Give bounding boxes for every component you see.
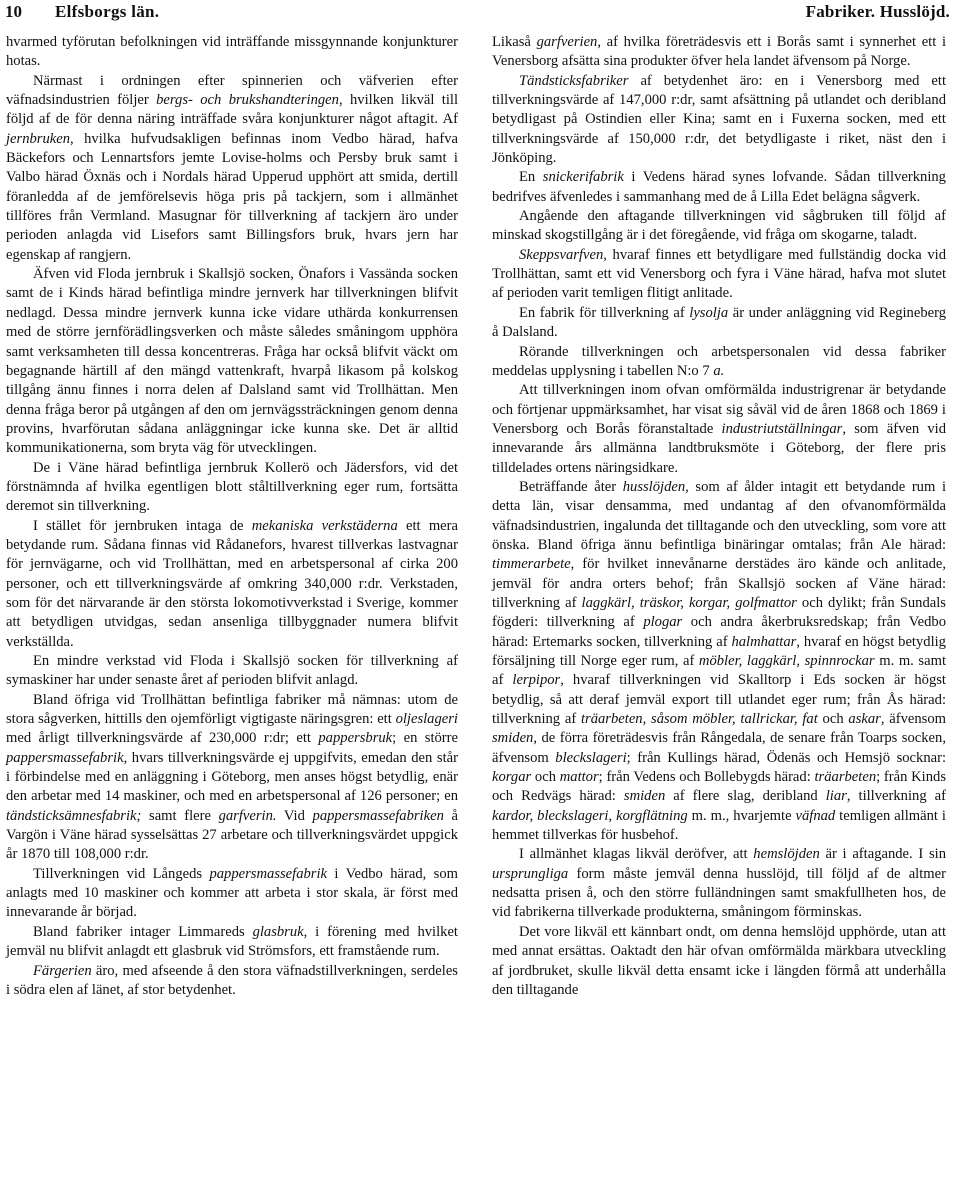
text-run: , i förening med hvilket jemväl nu blifvit anlagdt ett glasbruk vid Strömsfors, ett framstående rum. (6, 923, 458, 960)
paragraph (6, 691, 458, 865)
paragraph (6, 652, 458, 691)
text-run: är i aftagande. I sin (819, 846, 947, 863)
italic-text: Skeppsvarfven (519, 246, 604, 263)
italic-text: pappersmassefabrik (6, 749, 124, 766)
paragraph (492, 845, 946, 922)
italic-text: kardor, bleckslageri, korgflätning (492, 807, 688, 824)
text-run: ; från Vedens och Bollebygds härad: (598, 769, 815, 786)
italic-text: liar (825, 788, 847, 805)
italic-text: mekaniska verkstäderna (251, 517, 398, 534)
paragraph (6, 72, 458, 265)
paragraph (6, 265, 458, 458)
text-run: Bland öfriga vid Trollhättan befintliga fabriker må nämnas: utom de stora sågverken, hittills den ojemförligt vigtigaste näringsgren: ett (6, 691, 458, 728)
paragraph (492, 381, 946, 478)
italic-text: laggkärl, träskor, korgar, golfmattor (581, 594, 797, 611)
italic-text: ursprungliga (492, 865, 569, 882)
text-run: En fabrik för tillverkning af (519, 304, 690, 321)
text-run: m. m., hvarjemte (687, 807, 796, 824)
italic-text: korgar (492, 769, 532, 786)
left-text-column (6, 33, 458, 1000)
text-run: ; från Kullings härad, Ödenäs och Hemsjö socknar: (626, 749, 947, 766)
italic-text: glasbruk (252, 923, 304, 940)
italic-text: möbler, laggkärl, spinnrockar (698, 653, 875, 669)
text-run: är under anläggning vid Regineberg å Dalsland. (492, 304, 947, 341)
text-run: temligen allmänt i hemmet tillverkas för husbehof. (492, 807, 946, 844)
italic-text: askar (848, 711, 881, 728)
text-run: I allmänhet klagas likväl deröfver, att (519, 846, 754, 863)
italic-text: Färgerien (33, 962, 92, 979)
paragraph (492, 923, 946, 1000)
italic-text: smiden (492, 730, 534, 747)
right-text-column (492, 33, 946, 1000)
text-run: Tillverkningen vid Långeds (33, 865, 210, 882)
text-run: , hvaraf en högst betydlig försäljning till Norge eger rum, af (492, 633, 946, 669)
italic-text: Tändsticksfabriker (519, 72, 629, 89)
page-header (0, 0, 960, 28)
text-run: , hvilka hufvudsakligen befinnas inom Vedbo härad, hafva Bäckefors och Lennartsfors jemte Lovise-holms och Persby bruk samt i Valbo härad Öxnäs och i Nordals härad Upperud upphört att smida, dertill föranledda af de jemförelsevis höga pris på tackjern, som i allmänhet tillföres från Vermland. Masugnar för tillverkning af tackjern äro under perioden anlagda vid Lisefors samt Billingsfors bruk, hvars jern har egenskap af rangjern. (6, 130, 458, 263)
text-run: En (519, 169, 543, 186)
text-run: med årligt tillverkningsvärde af 230,000 r:dr; ett (6, 730, 319, 747)
italic-text: pappersmassefabriken (312, 807, 444, 824)
text-run: hvarmed tyförutan befolkningen vid inträffande missgynnande konjunkturer hotas. (6, 34, 458, 70)
italic-text: oljeslageri (395, 711, 458, 728)
italic-text: träarbeten, såsom möbler, tallrickar, fat (580, 711, 818, 728)
text-run: Äfven vid Floda jernbruk i Skallsjö socken, Önafors i Vassända socken samt de i Kinds härad befintliga mindre jernverk har tillverkningen blifvit nedlagd. Dessa mindre jernverk kunna icke vidare uthärda konkurrensen med de större jernförädlingsverken och måste således småningom upphöra samt verksamheten till dessa koncentreras. Fråga har också blifvit väckt om begagnande härtill af den mängd vattenkraft, hvarpå likasom på kolskog tillgång ännu finnes i norra delen af Dalsland samt vid Trollhättan. Men denna fråga beror på utgången af den om jernvägssträckningen genom denna provins, hvarförutan sådana anläggningar icke kunna ske. Det är alltid kommunikationerna, som bryta väg för utvecklingen. (6, 266, 458, 457)
paragraph (492, 478, 946, 846)
italic-text: timmerarbete (492, 556, 571, 573)
text-run: , hvaraf tillverkningen vid Skalltorp i Eds socken är högst betydlig, så att deraf jemväl export till utlandet eger rum; från Ås härad: tillverkning af (492, 672, 946, 728)
text-run: Närmast i ordningen efter spinnerien och väfverien efter väfnadsindustrien följer (6, 72, 458, 109)
running-title-right: Fabriker. Husslöjd. (805, 2, 950, 21)
text-run: Beträffande åter (519, 478, 623, 495)
italic-text: garfverin. (218, 807, 277, 824)
text-run: i Vedens härad synes lofvande. Sådan tillverkning bedrifves äfvenledes i sammanhang med de å Lilla Edet belägna sågverk. (492, 169, 946, 205)
text-run: Likaså (492, 34, 537, 50)
text-run: å Vargön i Väne härad sysselsättas 27 arbetare och tillverkningsvärdet uppgick år 1870 till 108,000 r:dr. (6, 807, 458, 863)
text-run: Rörande tillverkningen och arbetspersonalen vid dessa fabriker meddelas upplysning i tabellen N:o 7 (492, 343, 946, 379)
italic-text: husslöjden (622, 478, 686, 495)
text-run: , hvars tillverkningsvärde ej uppgifvits, emedan den står i förbindelse med en anläggning i Göteborg, men anses högst betydlig, enär den arbetar med 14 maskiner, och med en arbetspersonal af 126 personer; en (6, 749, 458, 805)
page-number: 10 (5, 2, 22, 21)
italic-text: smiden (623, 788, 666, 805)
paragraph (6, 33, 458, 72)
text-run: och (817, 711, 849, 728)
text-run: , de förra företrädesvis från Rångedala, de senare från Toarps socken, äfvensom (492, 730, 946, 766)
paragraph (6, 962, 458, 1001)
text-run: och (531, 769, 560, 786)
text-run: , äfvensom (880, 711, 946, 728)
text-run: form måste jemväl denna husslöjd, till följd af de altmer nedsatta prisen å, och den större fulländningen samt smakfullheten hos, de vid fabrikerna tillverkade produkterna, småningom förminskas. (492, 865, 946, 921)
italic-text: bleckslageri (555, 749, 627, 766)
paragraph (492, 207, 946, 246)
paragraph (6, 517, 458, 652)
text-run: , af hvilka företrädesvis ett i Borås samt i synnerhet ett i Venersborg afsätta sina produkter öfver hela landet äfvensom på Norge. (492, 34, 946, 70)
paragraph (492, 168, 946, 207)
text-run: af betydenhet äro: en i Venersborg med ett tillverkningsvärde af 147,000 r:dr, samt afsättning på utlandet och deribland betydligast på Ostindien eller Kina; samt en i Fuxerna socken, med ett tillverkningsvärde af 150,000 r:dr, det betydligaste i riket, näst den i Jönköping. (492, 72, 946, 167)
italic-text: pappersbruk (318, 730, 393, 747)
paragraph (6, 923, 458, 962)
italic-text: väfnad (795, 807, 836, 824)
text-run: ett mera betydande rum. Sådana finnas vid Rådanefors, hvarest tillverkas lastvagnar för jernvägarne, och vid Trollhättan, med en arbetspersonal af cirka 200 personer, och ett tillverkningsvärde af omkring 340,000 r:dr. Verkstaden, som för det närvarande är den största lokomotivverkstad i Sverige, kommer att betydligen utvidgas, sedan ansenliga tillbyggnader numera blifvit verkställda. (6, 517, 458, 650)
italic-text: hemslöjden (753, 846, 820, 863)
italic-text: jernbruken (6, 130, 71, 147)
text-run: m. m. samt af (492, 653, 946, 689)
text-run: De i Väne härad befintliga jernbruk Kollerö och Jädersfors, vid det förstnämnda af hvilka egentligen blott ståltillverkning eger rum, fortsätta deremot sin tillverkning. (6, 459, 458, 515)
text-run: Bland fabriker intager Limmareds (33, 923, 253, 940)
italic-text: tändsticksämnesfabrik; (6, 807, 142, 824)
text-run: ; från Kinds och Redvägs härad: (492, 769, 947, 805)
text-run: , hvilken likväl till följd af de för denna näring inträffade svåra konjunkturer något aftagit. Af (6, 92, 458, 128)
text-run: Vid (276, 807, 313, 824)
paragraph (6, 865, 458, 923)
text-run: Att tillverkningen inom ofvan omförmälda industrigrenar är betydande och förtjenar uppmärksamhet, har visat sig såväl vid de åren 1868 och 1869 i Venersborg och Borås föranstaltade (492, 382, 946, 437)
text-run: , som äfven vid innevarande års allmänna landtbruksmöte i Göteborg, der flere pris tilldelades ortens näringsidkare. (492, 420, 946, 476)
text-run: af flere slag, deribland (665, 788, 826, 805)
paragraph (492, 72, 946, 169)
text-run: Det vore likväl ett kännbart ondt, om denna hemslöjd upphörde, utan att med annat ersättas. Oaktadt den här ofvan omförmälda märkbara utveckling af jordbruket, skulle likväl detta ensamt icke i längden förmå att underhålla den tilltagande (492, 923, 946, 998)
text-run: och dylikt; från Sundals fögderi: tillverkning af (492, 594, 946, 631)
paragraph (492, 304, 946, 343)
text-run: i Vedbo härad, som anlagts med 10 maskiner och kommer att arbeta i stor skala, är först med innevarande år börjad. (6, 865, 459, 921)
paragraph (492, 33, 946, 72)
italic-text: lysolja (689, 304, 729, 321)
text-run: och andra åkerbruksredskap; från Vedbo härad: Ertemarks socken, tillverkning af (492, 614, 946, 650)
text-run: , som af ålder intagit ett betydande rum i detta län, visar densamma, med undantag af den ofvanomförmälda väfnadsindustrien, ingalunda det tilltagande och den utveckling, som vore att önska. Bland öfriga ännu befintliga binäringar omtalas; från Ale härad: (492, 478, 946, 553)
text-run: äro, med afseende å den stora väfnadstillverkningen, serdeles i södra elen af länet, af stor betydenhet. (6, 962, 458, 998)
paragraph (492, 246, 946, 304)
paragraph (492, 343, 946, 382)
paragraph (6, 459, 458, 517)
italic-text: mattor (559, 769, 599, 786)
text-run: samt flere (141, 807, 219, 824)
italic-text: bergs- och brukshandteringen (156, 92, 339, 109)
italic-text: snickerifabrik (542, 169, 624, 186)
text-run: , för hvilket innevånarne derstädes äro kände och anlitade, jemväl för andra orters behof; från Skallsjö socken af Väne härad: tillverkning af (492, 556, 946, 611)
running-title-left: Elfsborgs län. (55, 2, 160, 21)
text-run: I stället för jernbruken intaga de (33, 517, 252, 534)
italic-text: plogar (643, 614, 683, 631)
italic-text: träarbeten (814, 769, 877, 786)
text-run: ; en större (392, 730, 459, 747)
text-run: , tillverkning af (846, 788, 946, 805)
text-run: Angående den aftagande tillverkningen vid sågbruken till följd af minskad skogstillgång är i det föregående, vid fråga om skogarne, taladt. (492, 208, 946, 244)
italic-text: lerpipor (512, 672, 561, 689)
text-run: En mindre verkstad vid Floda i Skallsjö socken för tillverkning af symaskiner har under senaste året af perioden blifvit anlagd. (6, 653, 458, 689)
italic-text: pappersmassefabrik (209, 865, 328, 882)
italic-text: a. (713, 362, 725, 379)
italic-text: halmhattar (731, 633, 797, 650)
italic-text: garfverien (536, 34, 598, 50)
text-run: , hvaraf finnes ett betydligare med fullständig docka vid Trollhättan, samt ett vid Venersborg och fyra i Väne härad, hafva mot slutet af perioden varit temligen flitigt anlitade. (492, 246, 946, 302)
italic-text: industriutställningar (721, 420, 843, 437)
